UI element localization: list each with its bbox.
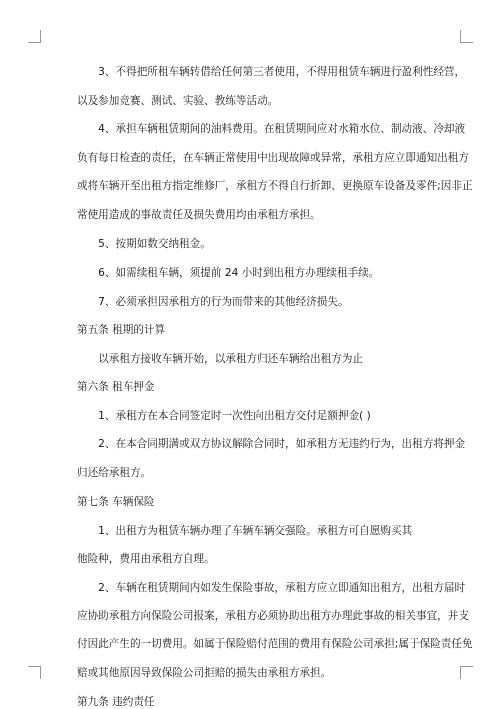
text-line: 3、不得把所租车辆转借给任何第三者使用，不得用租赁车辆进行盈利性经营， xyxy=(77,66,466,78)
section-heading: 第五条 租期的计算 xyxy=(77,324,166,336)
text-line: 负有每日检查的责任，在车辆正常使用中出现故障或异常，承租方应立即通知出租方 xyxy=(77,152,469,164)
section-heading: 第六条 租车押金 xyxy=(77,381,155,393)
section-heading: 第九条 违约责任 xyxy=(77,696,155,708)
text-line: 5、按期如数交纳租金。 xyxy=(77,238,211,250)
crop-mark-top-right xyxy=(460,30,473,43)
text-line: 归还给承租方。 xyxy=(77,467,152,479)
text-line: 应协助承租方向保险公司报案，承租方必须协助出租方办理此事故的相关事宜，并支 xyxy=(77,610,469,622)
crop-mark-bottom-left xyxy=(28,666,41,679)
crop-mark-bottom-right xyxy=(460,666,473,679)
text-line: 2、车辆在租赁期间内如发生保险事故，承租方应立即通知出租方，出租方届时 xyxy=(77,582,466,594)
section-heading: 第七条 车辆保险 xyxy=(77,496,155,508)
text-line: 7、必须承担因承租方的行为而带来的其他经济损失。 xyxy=(77,296,349,308)
text-line: 赔或其他原因导致保险公司拒赔的损失由承租方承担。 xyxy=(77,667,332,679)
text-line: 以及参加竞赛、测试、实验、教练等活动。 xyxy=(77,95,279,107)
text-line: 1、承租方在本合同签定时一次性向出租方交付足额押金( ) xyxy=(77,410,371,422)
text-line: 2、在本合同期满或双方协议解除合同时，如承租方无违约行为，出租方将押金 xyxy=(77,438,466,450)
text-line: 以承租方接收车辆开始，以承租方归还车辆给出租方为止 xyxy=(77,353,364,365)
text-line: 1、出租方为租赁车辆办理了车辆车辆交强险。承租方可自愿购买其 xyxy=(77,525,413,537)
crop-mark-top-left xyxy=(28,30,41,43)
text-line: 6、如需续租车辆，须提前 24 小时到出租方办理续租手续。 xyxy=(77,267,380,279)
text-line: 或将车辆开至出租方指定维修厂，承租方不得自行折卸、更换原车设备及零件;因非正 xyxy=(77,180,473,192)
text-line: 他险种，费用由承租方自理。 xyxy=(77,553,215,565)
text-line: 4、承担车辆租赁期间的油料费用。在租赁期间应对水箱水位、制动液、冷却液 xyxy=(77,123,466,135)
text-line: 常使用造成的事故责任及损失费用均由承租方承担。 xyxy=(77,209,321,221)
text-line: 付因此产生的一切费用。如属于保险赔付范围的费用有保险公司承担;属于保险责任免 xyxy=(77,638,473,650)
